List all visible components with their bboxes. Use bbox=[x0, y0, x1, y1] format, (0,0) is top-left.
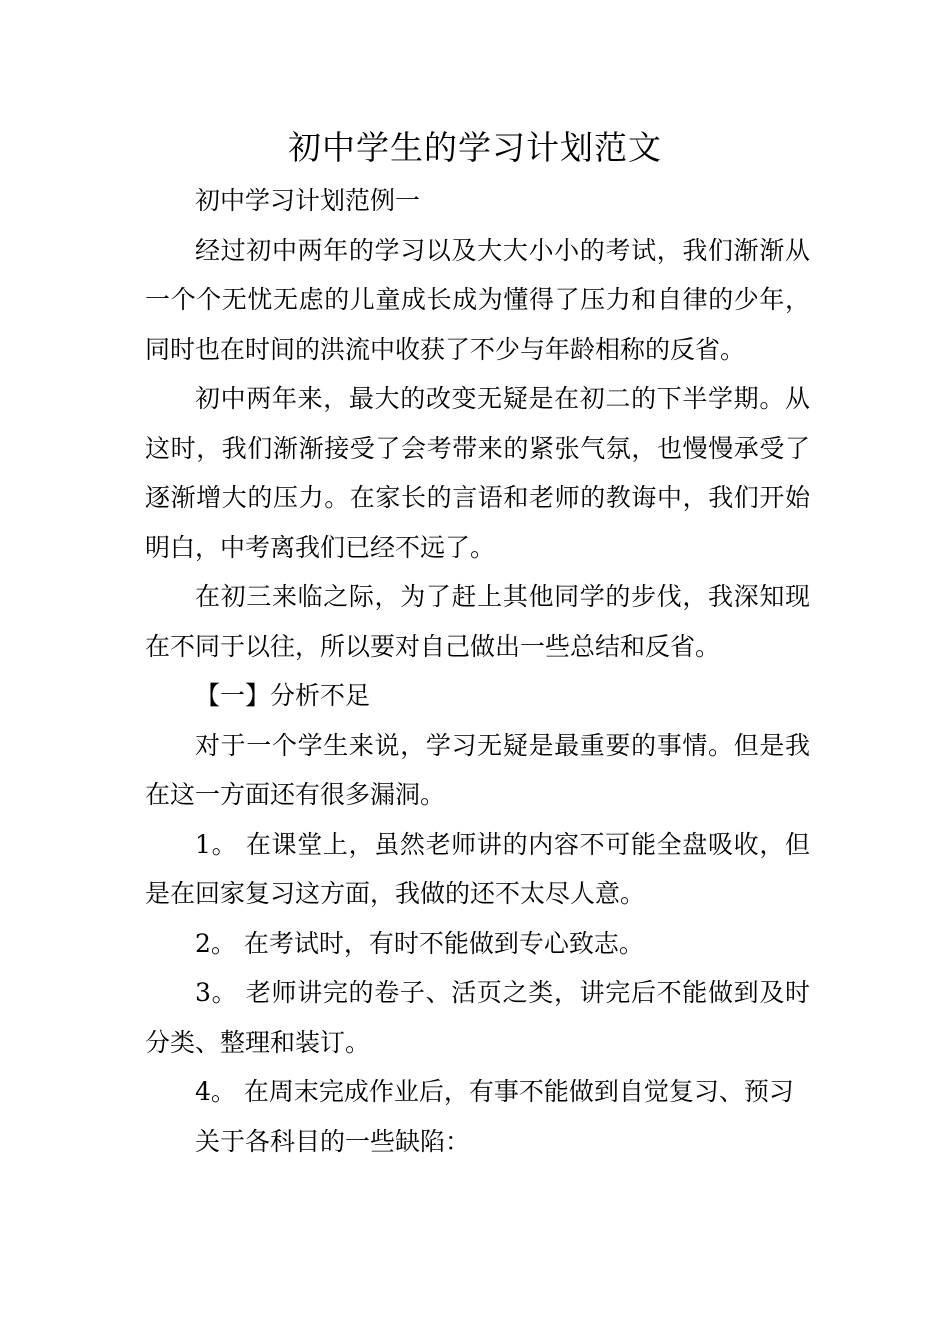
section-heading-analysis: 【一】分析不足 bbox=[195, 681, 371, 710]
list-item-2: 2。 在考试时，有时不能做到专心致志。 bbox=[195, 928, 644, 958]
list-item-4: 4。 在周末完成作业后，有事不能做到自觉复习、预习 bbox=[195, 1077, 794, 1106]
document-title: 初中学生的学习计划范文 bbox=[288, 128, 662, 167]
list-item-1: 1。 在课堂上，虽然老师讲的内容不可能全盘吸收，但是在回家复习这方面，我做的还不太尽人意。 bbox=[145, 829, 810, 908]
paragraph-subject-defects: 关于各科目的一些缺陷： bbox=[195, 1126, 471, 1156]
paragraph-shortcomings: 对于一个学生来说，学习无疑是最重要的事情。但是我在这一方面还有很多漏洞。 bbox=[145, 730, 810, 809]
subheading-example-one: 初中学习计划范例一 bbox=[195, 186, 421, 215]
paragraph-change: 初中两年来，最大的改变无疑是在初二的下半学期。从这时，我们渐渐接受了会考带来的紧张气氛，也慢慢承受了逐渐增大的压力。在家长的言语和老师的教诲中，我们开始明白，中考离我们已经不远了。 bbox=[145, 384, 810, 562]
paragraph-reflection: 在初三来临之际，为了赶上其他同学的步伐，我深知现在不同于以往，所以要对自己做出一些总结和反省。 bbox=[145, 582, 810, 661]
paragraph-intro: 经过初中两年的学习以及大大小小的考试，我们渐渐从一个个无忧无虑的儿童成长成为懂得了压力和自律的少年，同时也在时间的洪流中收获了不少与年龄相称的反省。 bbox=[145, 235, 810, 364]
document-body bbox=[145, 176, 810, 1166]
list-item-3: 3。 老师讲完的卷子、活页之类，讲完后不能做到及时分类、整理和装订。 bbox=[145, 978, 810, 1057]
